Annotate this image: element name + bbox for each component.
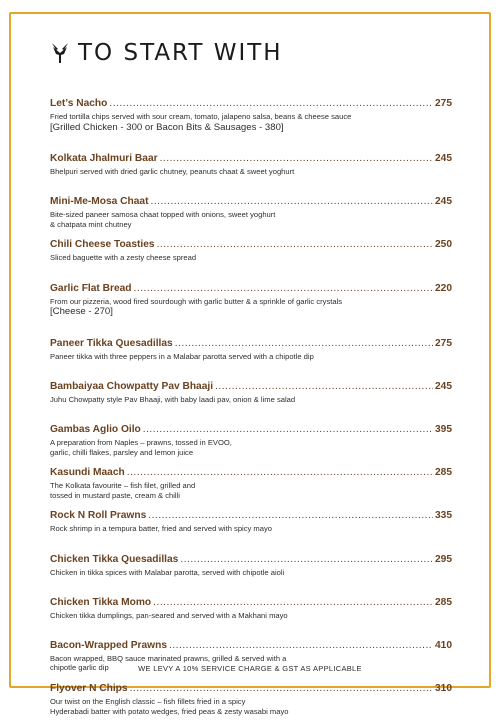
menu-item [50, 381, 452, 424]
menu-item-price: 410 [435, 639, 452, 651]
description-line: chipotle garlic dip [50, 663, 109, 673]
menu-item [50, 153, 452, 196]
service-charge-note: WE LEVY A 10% SERVICE CHARGE & GST AS APPLICABLE [138, 664, 362, 673]
description-line: Fried tortilla chips served with sour cream, tomato, jalapeno salsa, beans & cheese sauce [50, 112, 352, 121]
menu-item-price: 310 [435, 683, 452, 695]
menu-item-addon: [Grilled Chicken - 300 or Bacon Bits & Sausages - 380] [50, 121, 284, 133]
menu-item-name: Rock N Roll Prawns [50, 510, 147, 522]
menu-item-description [50, 568, 452, 578]
description-line: The Kolkata favourite – fish filet, grilled and [50, 481, 196, 491]
menu-item-description [50, 253, 452, 263]
description-line: Rock shrimp in a tempura batter, fried and served with spicy mayo [50, 524, 273, 534]
menu-item-description [50, 210, 452, 229]
menu-item-name: Garlic Flat Bread [50, 282, 132, 294]
menu-item-name: Paneer Tikka Quesadillas [50, 337, 173, 349]
menu-item-price: 395 [435, 423, 452, 435]
description-line: From our pizzeria, wood fired sourdough with garlic butter & a sprinkle of garlic crystals [50, 296, 343, 306]
menu-item-price: 245 [435, 196, 452, 208]
dot-leader [153, 597, 433, 609]
dot-leader [175, 338, 433, 350]
menu-item-description [50, 352, 452, 362]
menu-item [50, 640, 452, 683]
menu-item [50, 424, 452, 467]
menu-item-row [50, 683, 452, 695]
menu-item-row [50, 554, 452, 566]
menu-item-row [50, 424, 452, 436]
menu-item-description [50, 167, 452, 177]
menu-item [50, 554, 452, 597]
description-line: Hyderabadi batter with potato wedges, fried peas & zesty wasabi mayo [50, 706, 289, 716]
description-line: tossed in mustard paste, cream & chilli [50, 490, 180, 500]
dot-leader [150, 196, 433, 208]
dot-leader [127, 467, 433, 479]
dot-leader [169, 640, 433, 652]
menu-item-row [50, 338, 452, 350]
menu-item-row [50, 153, 452, 165]
menu-item-name: Let’s Nacho [50, 98, 108, 109]
menu-item-price: 275 [435, 337, 452, 349]
menu-item-price: 245 [435, 153, 452, 164]
description-line: Chicken in tikka spices with Malabar parotta, served with chipotle aioli [50, 567, 285, 577]
description-line: Bite-sized paneer samosa chaat topped with onions, sweet yoghurt [50, 210, 276, 220]
description-line: garlic, chilli flakes, parsley and lemon juice [50, 447, 194, 457]
menu-item-row [50, 239, 452, 251]
menu-item-description [50, 297, 452, 307]
description-line: Juhu Chowpatty style Pav Bhaaji, with baby laadi pav, onion & lime salad [50, 394, 296, 404]
menu-item-row [50, 196, 452, 208]
menu-item [50, 510, 452, 553]
dot-leader [143, 424, 433, 436]
description-line: Bhelpuri served with dried garlic chutney, peanuts chaat & sweet yoghurt [50, 167, 295, 176]
menu-item [50, 597, 452, 640]
description-line: Chicken tikka dumplings, pan-seared and served with a Makhani mayo [50, 610, 288, 620]
menu-item-name: Chicken Tikka Quesadillas [50, 553, 179, 565]
menu-item-row [50, 597, 452, 609]
menu-item [50, 467, 452, 510]
menu-item-row [50, 640, 452, 652]
menu-item-row [50, 510, 452, 522]
menu-item-row [50, 98, 452, 110]
menu-item-price: 295 [435, 553, 452, 565]
dot-leader [130, 683, 433, 695]
menu-item [50, 683, 452, 726]
description-line: & chatpata mint chutney [50, 219, 132, 229]
menu-item-price: 335 [435, 510, 452, 522]
menu-item-description [50, 112, 452, 122]
menu-item-description [50, 438, 452, 457]
menu-item-row [50, 467, 452, 479]
menu-item-description [50, 524, 452, 534]
menu-item-description [50, 481, 452, 500]
menu-item-list [50, 98, 452, 726]
description-line: Sliced baguette with a zesty cheese spread [50, 253, 197, 263]
menu-item-price: 275 [435, 98, 452, 109]
menu-item-name: Kolkata Jhalmuri Baar [50, 153, 158, 164]
menu-item-addon: [Cheese - 270] [50, 306, 113, 318]
menu-item-description [50, 611, 452, 621]
menu-item-name: Chicken Tikka Momo [50, 596, 152, 608]
description-line: Paneer tikka with three peppers in a Malabar parotta served with a chipotle dip [50, 351, 314, 361]
menu-item-price: 285 [435, 596, 452, 608]
menu-item-name: Gambas Aglio Oilo [50, 423, 141, 435]
dot-leader [134, 283, 433, 295]
menu-item-name: Kasundi Maach [50, 467, 125, 479]
description-line: Bacon wrapped, BBQ sauce marinated prawns, grilled & served with a [50, 653, 287, 663]
description-line: Our twist on the English classic – fish fillets fried in a spicy [50, 697, 246, 707]
menu-item-name: Chili Cheese Toasties [50, 239, 155, 251]
dot-leader [160, 153, 433, 165]
dot-leader [180, 554, 433, 566]
bird-logo-icon [50, 42, 70, 64]
menu-item [50, 98, 452, 153]
menu-item [50, 338, 452, 381]
menu-item [50, 283, 452, 338]
menu-item [50, 239, 452, 282]
menu-item-row [50, 283, 452, 295]
menu-item-name: Bambaiyaa Chowpatty Pav Bhaaji [50, 380, 214, 392]
menu-item-name: Bacon-Wrapped Prawns [50, 639, 167, 651]
menu-item-price: 285 [435, 467, 452, 479]
dot-leader [148, 510, 433, 522]
description-line: A preparation from Naples – prawns, tossed in EVOO, [50, 437, 232, 447]
menu-item-price: 245 [435, 380, 452, 392]
dot-leader [109, 98, 433, 110]
section-title: TO START WITH [78, 40, 283, 66]
menu-item [50, 196, 452, 239]
menu-item-price: 250 [435, 239, 452, 251]
menu-item-description [50, 395, 452, 405]
menu-item-name: Mini-Me-Mosa Chaat [50, 196, 149, 208]
dot-leader [157, 239, 433, 251]
menu-item-price: 220 [435, 282, 452, 294]
section-header [50, 40, 283, 66]
menu-item-row [50, 381, 452, 393]
dot-leader [215, 381, 433, 393]
menu-item-name: Flyover N Chips [50, 683, 128, 695]
